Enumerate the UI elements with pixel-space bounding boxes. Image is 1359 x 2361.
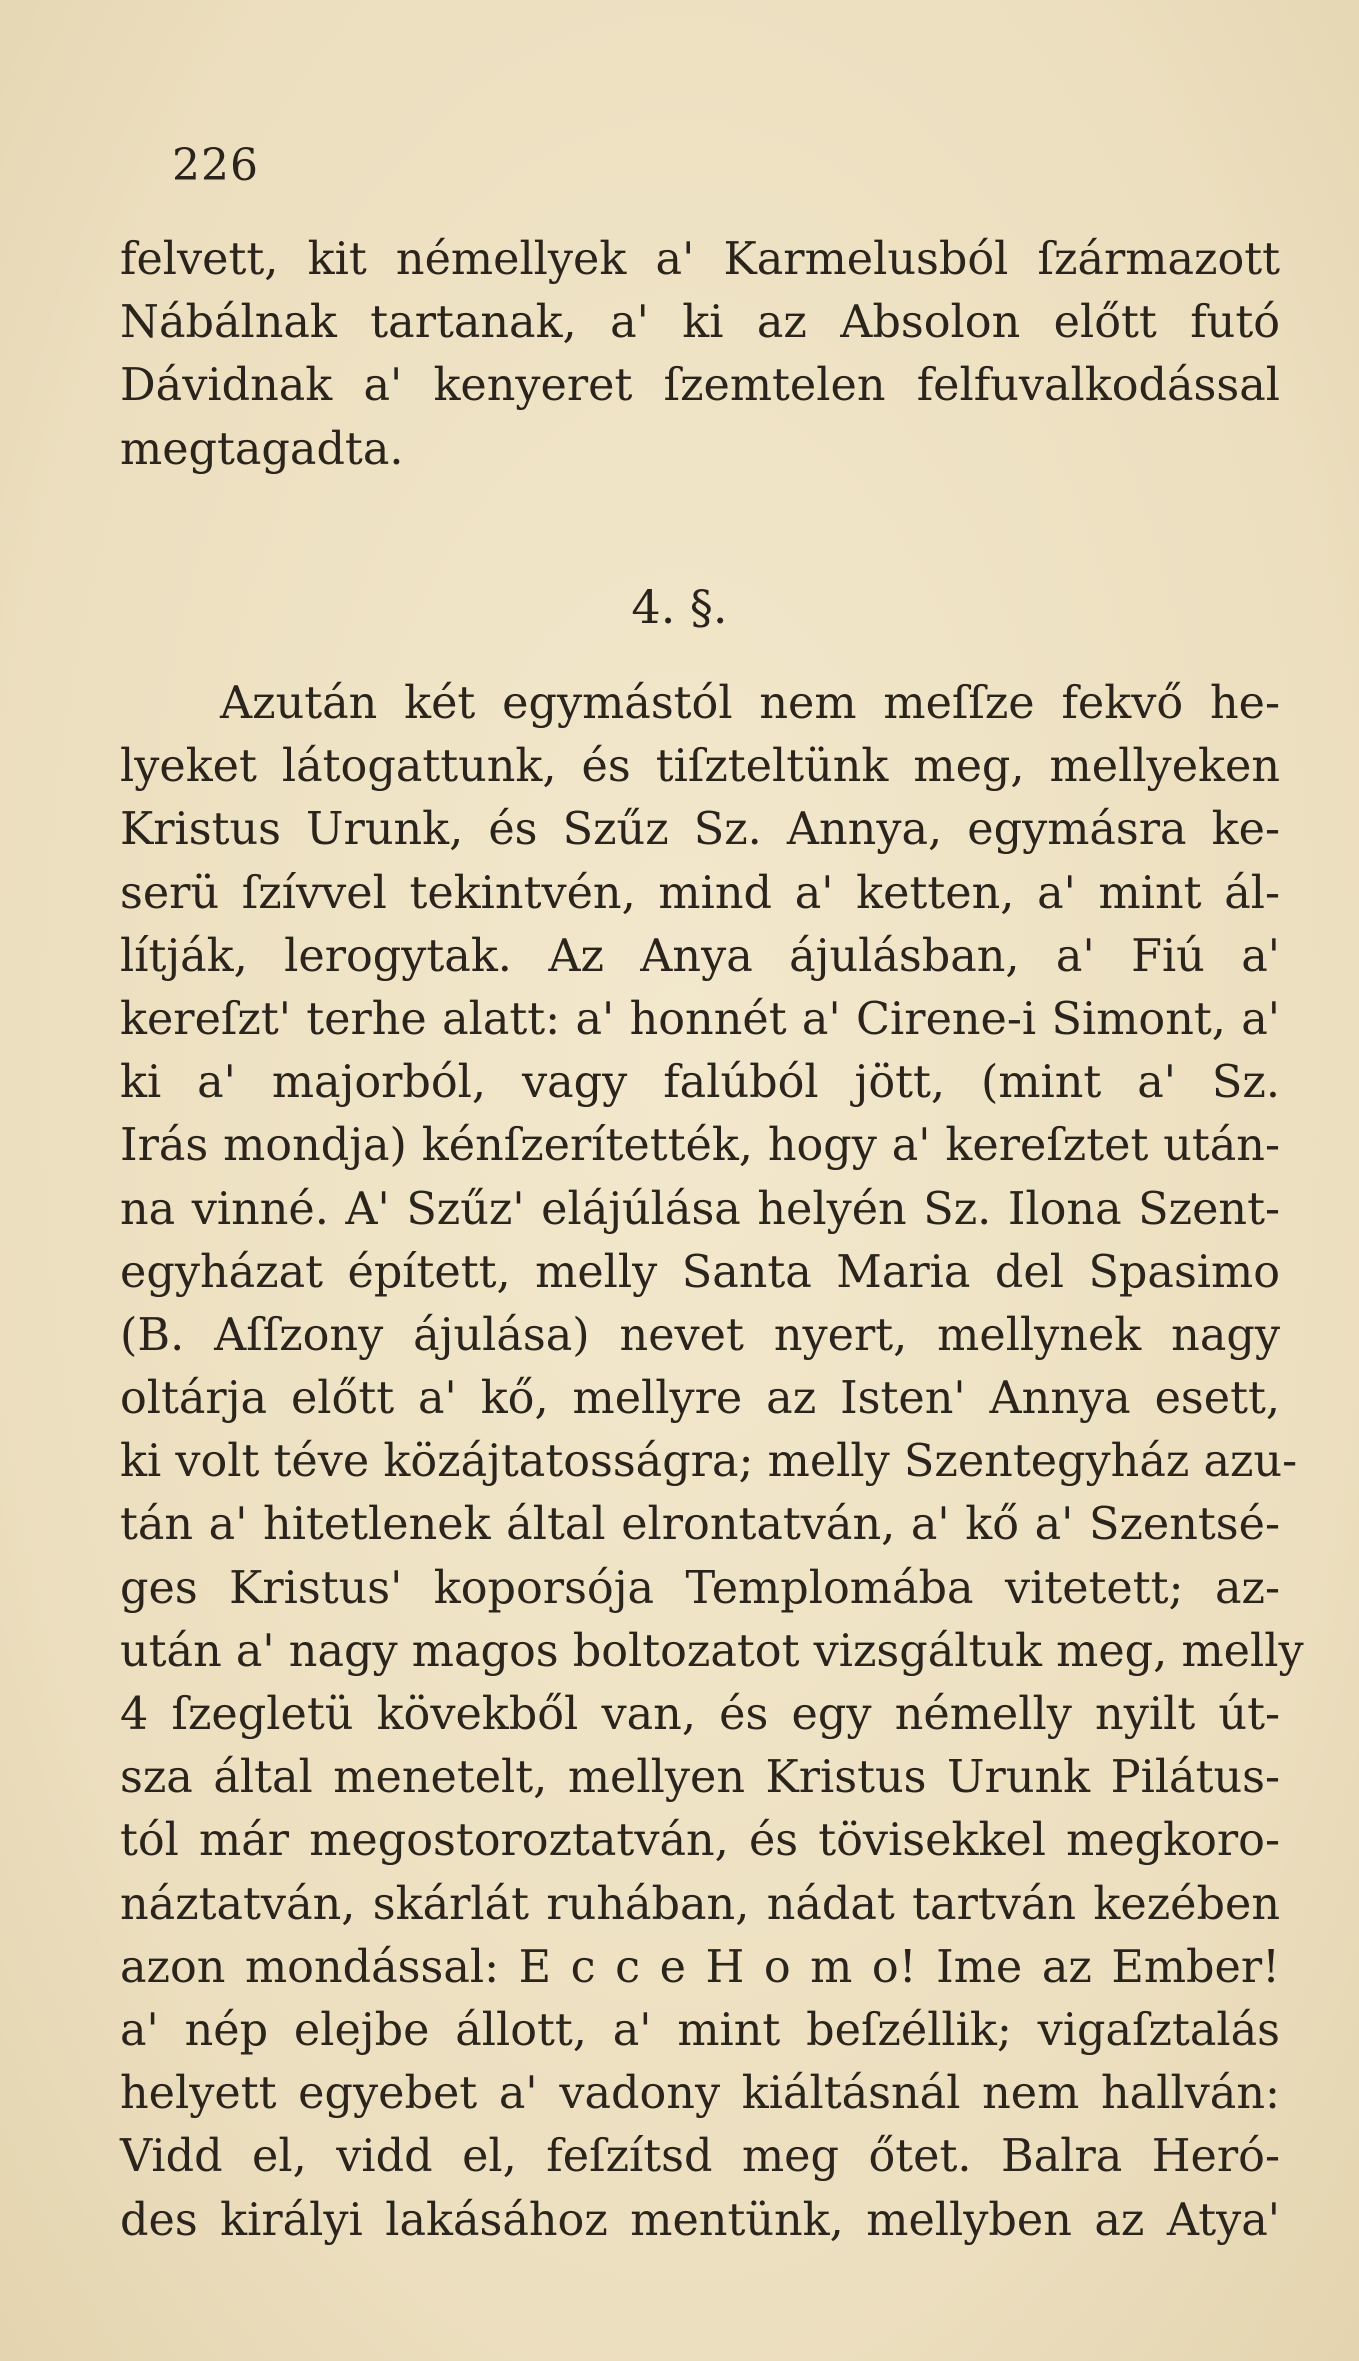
text-line: Irás mondja) kénſzerítették, hogy a' kereſztet után- [120, 1120, 1280, 1172]
text-line: ki volt téve közájtatosságra; melly Szentegyház azu- [120, 1436, 1298, 1488]
text-line: felvett, kit némellyek a' Karmelusból ſzármazott [120, 234, 1280, 285]
paragraph-continued [120, 228, 1280, 481]
text-line: után a' nagy magos boltozatot vizsgáltuk meg, melly [120, 1625, 1304, 1677]
text-line: Vidd el, vidd el, feſzítsd meg őtet. Balra Heró- [120, 2131, 1280, 2183]
text-line: helyett egyebet a' vadony kiáltásnál nem hallván: [120, 2068, 1280, 2120]
section-heading: 4. §. [631, 580, 728, 634]
text-line: lítják, lerogytak. Az Anya ájulásban, a' Fiú a' [120, 930, 1280, 982]
text-line: (B. Aſſzony ájulása) nevet nyert, mellynek nagy [120, 1309, 1280, 1361]
text-line: Nábálnak tartanak, a' ki az Absolon előtt futó [120, 297, 1280, 349]
text-line: kereſzt' terhe alatt: a' honnét a' Cirene-i Simont, a' [120, 993, 1280, 1045]
text-line: oltárja előtt a' kő, mellyre az Isten' Annya esett, [120, 1373, 1280, 1425]
text-line: azon mondással: E c c e H o m o! Ime az Ember! [120, 1941, 1280, 1993]
text-line: Azután két egymástól nem meſſze fekvő he- [220, 678, 1280, 729]
text-line: lyeket látogattunk, és tiſzteltünk meg, mellyeken [120, 741, 1280, 793]
text-line: Kristus Urunk, és Szűz Sz. Annya, egymásra ke- [120, 804, 1280, 856]
text-line: na vinné. A' Szűz' elájúlása helyén Sz. Ilona Szent- [120, 1183, 1280, 1235]
text-line: a' nép elejbe állott, a' mint beſzéllik; vigaſztalás [120, 2004, 1280, 2056]
text-line: des királyi lakásához mentünk, mellyben az Atya' [120, 2194, 1280, 2246]
text-line: serü ſzívvel tekintvén, mind a' ketten, a' mint ál- [120, 867, 1280, 919]
text-line: egyházat épített, melly Santa Maria del Spasimo [120, 1246, 1280, 1298]
text-line: Dávidnak a' kenyeret ſzemtelen felfuvalkodással [120, 360, 1280, 412]
text-line: tól már megostoroztatván, és tövisekkel megkoro- [120, 1815, 1280, 1867]
text-line: megtagadta. [120, 423, 404, 475]
text-line: náztatván, skárlát ruhában, nádat tartván kezében [120, 1878, 1280, 1930]
text-line: ges Kristus' koporsója Templomába vitetett; az- [120, 1562, 1280, 1614]
text-line: ki a' majorból, vagy falúból jött, (mint a' Sz. [120, 1057, 1280, 1109]
text-line: tán a' hitetlenek által elrontatván, a' kő a' Szentsé- [120, 1499, 1280, 1551]
paragraph-section-4 [120, 672, 1304, 2252]
page-number: 226 [172, 140, 259, 191]
text-line: sza által menetelt, mellyen Kristus Urunk Pilátus- [120, 1752, 1280, 1804]
text-line: 4 ſzegletü kövekből van, és egy némelly nyilt út- [120, 1689, 1280, 1740]
